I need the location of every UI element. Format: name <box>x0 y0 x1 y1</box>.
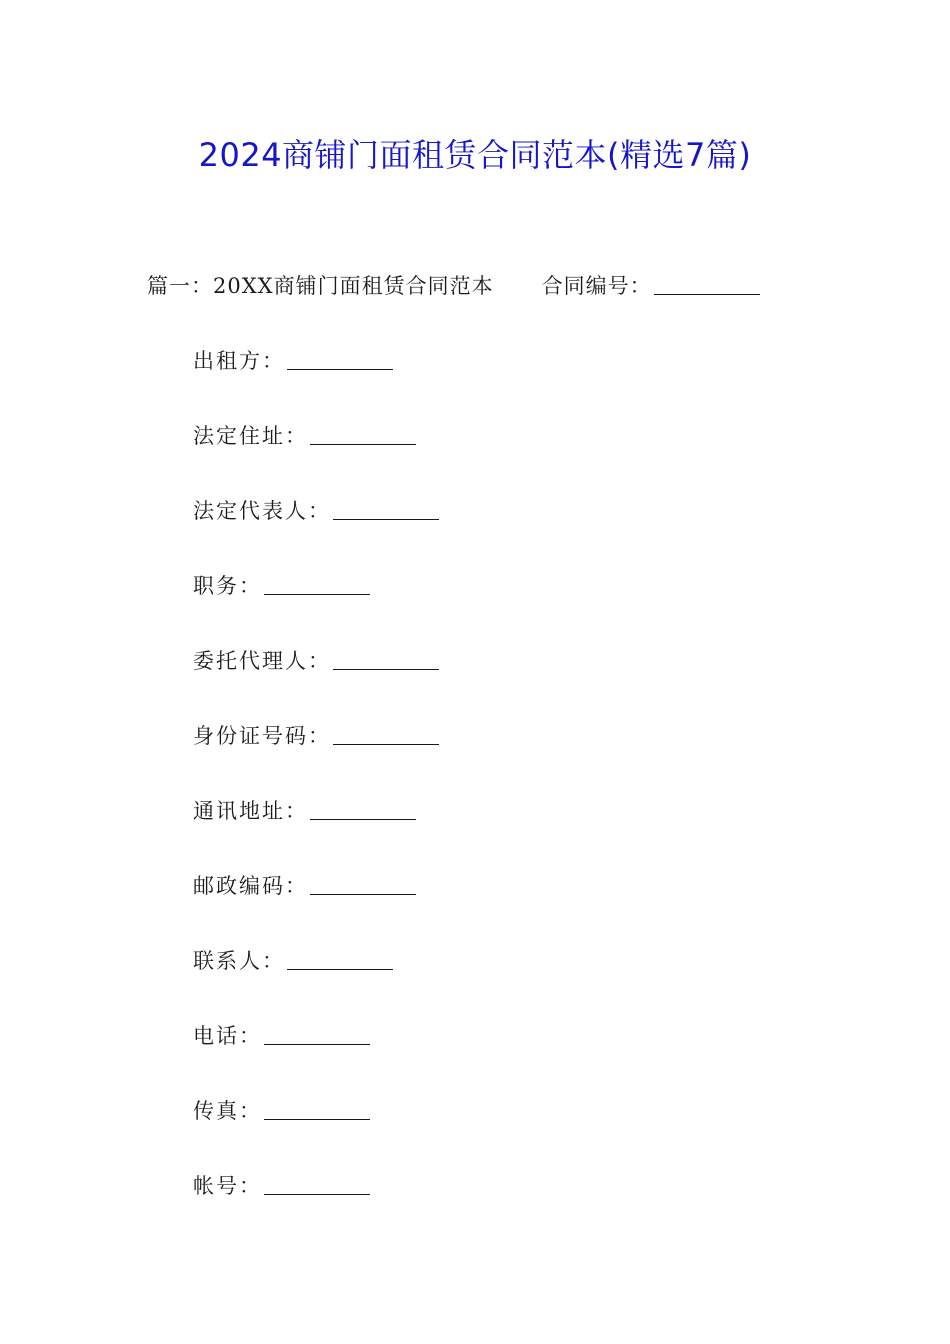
field-label: 传真： <box>193 1099 262 1123</box>
field-blank <box>287 949 393 970</box>
field-mailing-address <box>193 795 439 870</box>
field-account-number <box>193 1170 439 1245</box>
field-fax <box>193 1095 439 1170</box>
field-blank <box>333 649 439 670</box>
field-contact-person <box>193 945 439 1020</box>
field-label: 职务： <box>193 574 262 598</box>
field-blank <box>264 1174 370 1195</box>
field-label: 联系人： <box>193 949 285 973</box>
contract-number-blank <box>654 274 760 295</box>
field-id-number <box>193 720 439 795</box>
section-heading <box>147 270 827 300</box>
contract-number-label: 合同编号： <box>541 274 652 298</box>
field-blank <box>333 724 439 745</box>
section-heading-text: 篇一：20XX商铺门面租赁合同范本 <box>147 274 494 298</box>
field-legal-address <box>193 420 439 495</box>
field-blank <box>287 349 393 370</box>
field-blank <box>310 874 416 895</box>
field-blank <box>310 799 416 820</box>
field-blank <box>310 424 416 445</box>
field-label: 身份证号码： <box>193 724 331 748</box>
field-position <box>193 570 439 645</box>
field-blank <box>264 1024 370 1045</box>
field-label: 帐号： <box>193 1174 262 1198</box>
field-blank <box>333 499 439 520</box>
field-lessor <box>193 345 439 420</box>
document-title: 2024商铺门面租赁合同范本(精选7篇) <box>198 136 752 174</box>
party-fields <box>193 345 439 1245</box>
field-label: 电话： <box>193 1024 262 1048</box>
field-legal-representative <box>193 495 439 570</box>
field-phone <box>193 1020 439 1095</box>
field-blank <box>264 1099 370 1120</box>
field-label: 法定住址： <box>193 424 308 448</box>
field-label: 委托代理人： <box>193 649 331 673</box>
field-label: 出租方： <box>193 349 285 373</box>
field-authorized-agent <box>193 645 439 720</box>
field-label: 通讯地址： <box>193 799 308 823</box>
field-label: 邮政编码： <box>193 874 308 898</box>
field-postal-code <box>193 870 439 945</box>
field-label: 法定代表人： <box>193 499 331 523</box>
field-blank <box>264 574 370 595</box>
